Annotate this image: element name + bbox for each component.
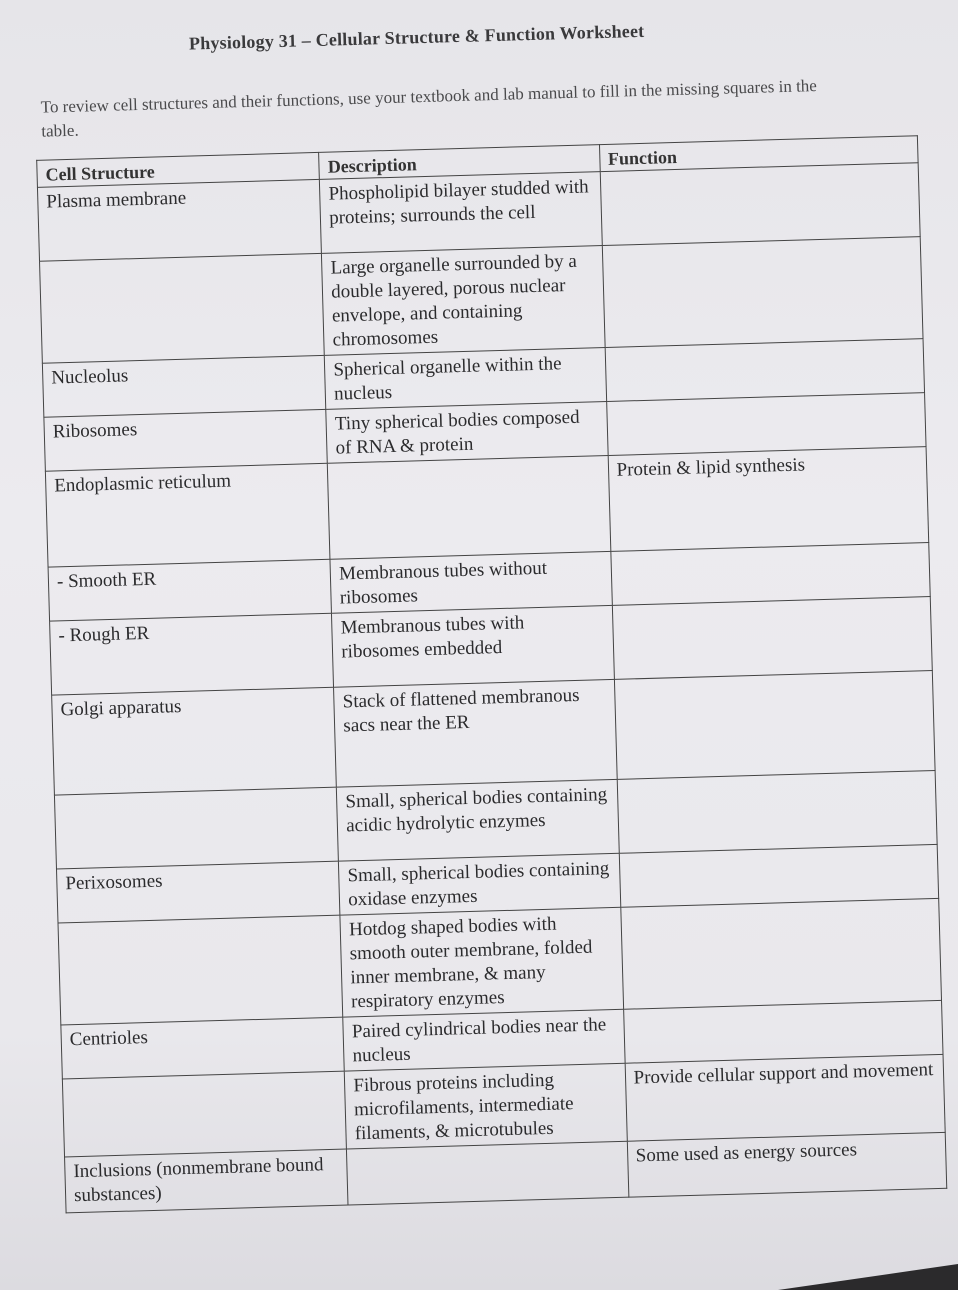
structure-cell <box>40 253 325 363</box>
description-cell: Spherical organelle within the nucleus <box>325 348 607 410</box>
function-cell <box>606 393 926 456</box>
description-cell: Fibrous proteins including microfilaments, intermediate filaments, & microtubules <box>345 1063 627 1149</box>
function-cell <box>617 770 937 853</box>
function-cell <box>602 237 923 348</box>
function-cell <box>623 1000 943 1063</box>
structure-cell: - Smooth ER <box>48 559 332 621</box>
structure-cell <box>62 1071 346 1157</box>
function-cell <box>610 543 930 606</box>
header-function: Function <box>599 136 918 172</box>
structure-cell: Perixosomes <box>56 861 340 923</box>
function-cell <box>605 339 925 402</box>
description-cell: Small, spherical bodies containing oxidase enzymes <box>339 853 621 915</box>
description-cell: Hotdog shaped bodies with smooth outer membrane, folded inner membrane, & many respiratory enzymes <box>340 907 623 1017</box>
function-cell <box>620 898 941 1009</box>
function-cell: Some used as energy sources <box>627 1132 947 1197</box>
description-cell: Stack of flattened membranous sacs near the ER <box>334 679 617 787</box>
structure-cell: Centrioles <box>61 1017 345 1079</box>
function-cell <box>619 844 939 907</box>
worksheet-page <box>28 0 958 1207</box>
function-cell: Protein & lipid synthesis <box>608 447 929 552</box>
instructions: To review cell structures and their functions, use your textbook and lab manual to fill in the missing squares in the table. <box>40 76 818 141</box>
description-cell: Phospholipid bilayer studded with proteins; surrounds the cell <box>320 172 602 254</box>
function-cell <box>614 671 935 780</box>
structure-cell <box>58 915 343 1025</box>
structure-cell: Nucleolus <box>42 355 326 417</box>
structure-cell: Golgi apparatus <box>52 687 337 795</box>
function-cell <box>612 597 932 680</box>
description-cell <box>328 455 611 559</box>
structure-cell: Plasma membrane <box>37 179 321 261</box>
description-cell <box>347 1141 629 1205</box>
page-title: Physiology 31 – Cellular Structure & Function Worksheet <box>188 20 645 54</box>
function-cell: Provide cellular support and movement <box>625 1054 946 1141</box>
description-cell: Membranous tubes without ribosomes <box>330 551 612 613</box>
background-corner <box>778 1264 958 1290</box>
description-cell: Large organelle surrounded by a double layered, porous nuclear envelope, and containing chromosomes <box>322 246 605 356</box>
header-description: Description <box>319 145 600 180</box>
cell-structure-table <box>36 135 947 1213</box>
function-cell <box>600 163 920 246</box>
structure-cell <box>54 787 338 869</box>
structure-cell: Inclusions (nonmembrane bound substances) <box>65 1149 349 1213</box>
structure-cell: - Rough ER <box>50 613 334 695</box>
description-cell: Small, spherical bodies containing acidic hydrolytic enzymes <box>337 779 619 861</box>
description-cell: Membranous tubes with ribosomes embedded <box>332 605 614 687</box>
description-cell: Paired cylindrical bodies near the nucleus <box>343 1009 625 1071</box>
description-cell: Tiny spherical bodies composed of RNA & protein <box>326 402 608 464</box>
structure-cell: Endoplasmic reticulum <box>45 463 330 567</box>
structure-cell: Ribosomes <box>44 409 328 471</box>
header-cell-structure: Cell Structure <box>37 152 320 187</box>
